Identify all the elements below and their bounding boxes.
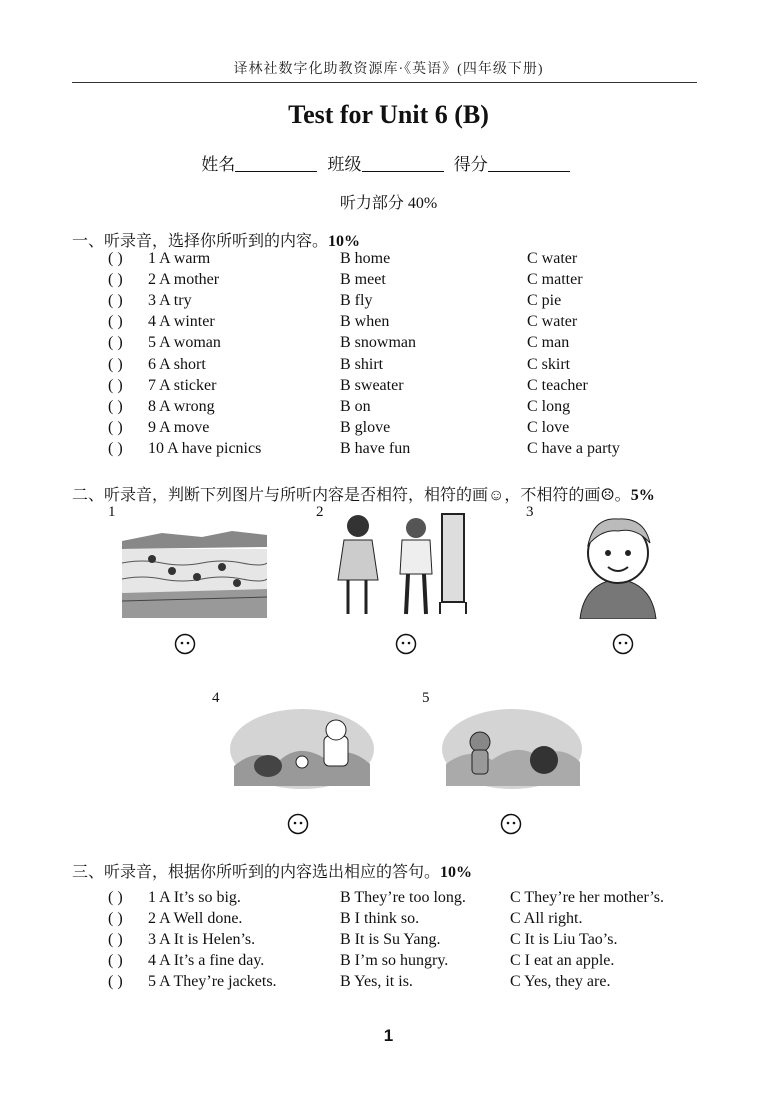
option-b: B I’m so hungry. <box>340 952 449 970</box>
option-c: C love <box>527 418 570 436</box>
option-a: 9 A move <box>148 418 210 436</box>
option-a: 5 A woman <box>148 334 221 352</box>
picture-boy-hoodie <box>574 513 662 619</box>
page-title: Test for Unit 6 (B) <box>288 100 489 129</box>
option-b: B meet <box>340 271 386 289</box>
section1-heading: 一、听录音，选择你所听到的内容。10% <box>72 233 361 250</box>
option-b: B fly <box>340 292 373 310</box>
score-label: 得分 <box>453 155 488 174</box>
name-label: 姓名 <box>201 155 236 174</box>
picture-number-5: 5 <box>422 690 430 706</box>
face-icon-3[interactable] <box>612 633 634 655</box>
picture-clothes-mirror <box>336 510 476 620</box>
option-b: B glove <box>340 418 391 436</box>
answer-paren[interactable]: ( ) <box>108 271 123 289</box>
option-b: B when <box>340 313 390 331</box>
option-b: B snowman <box>340 334 416 352</box>
answer-paren[interactable]: ( ) <box>108 292 123 310</box>
listening-part-label: 听力部分 40% <box>339 195 438 212</box>
section3-score: 10% <box>440 864 473 881</box>
option-c: C They’re her mother’s. <box>510 889 665 906</box>
answer-paren[interactable]: ( ) <box>108 418 123 436</box>
header-rule <box>72 82 697 83</box>
option-a: 7 A sticker <box>148 376 217 394</box>
section2-heading: 二、听录音，判断下列图片与所听内容是否相符，相符的画☺，不相符的画☹。5% <box>72 487 655 504</box>
option-c: C skirt <box>527 355 571 373</box>
option-c: C water <box>527 250 578 267</box>
section1-score: 10% <box>328 233 361 250</box>
answer-paren[interactable]: ( ) <box>108 439 123 457</box>
picture-swimming <box>122 523 267 618</box>
option-c: C teacher <box>527 376 588 394</box>
answer-paren[interactable]: ( ) <box>108 397 123 415</box>
picture-number-2: 2 <box>316 504 324 520</box>
option-c: C have a party <box>527 439 620 457</box>
answer-paren[interactable]: ( ) <box>108 250 123 267</box>
option-c: C long <box>527 397 571 415</box>
answer-paren[interactable]: ( ) <box>108 355 123 373</box>
class-label: 班级 <box>327 155 362 174</box>
face-icon-1[interactable] <box>174 633 196 655</box>
option-a: 4 A It’s a fine day. <box>148 952 265 970</box>
option-a: 1 A It’s so big. <box>148 889 241 906</box>
option-c: C All right. <box>510 910 583 928</box>
option-a: 2 A mother <box>148 271 220 289</box>
answer-paren[interactable]: ( ) <box>108 889 123 906</box>
option-c: C matter <box>527 271 583 289</box>
picture-mouse-hedgehog <box>440 706 585 792</box>
class-blank[interactable] <box>362 155 444 172</box>
answer-paren[interactable]: ( ) <box>108 931 123 949</box>
section2-score: 5% <box>630 487 655 504</box>
answer-paren[interactable]: ( ) <box>108 952 123 970</box>
option-b: B Yes, it is. <box>340 973 413 991</box>
option-c: C water <box>527 313 578 331</box>
picture-number-3: 3 <box>526 504 534 520</box>
option-c: C man <box>527 334 570 352</box>
option-b: B have fun <box>340 439 411 457</box>
option-b: B I think so. <box>340 910 420 928</box>
option-b: B They’re too long. <box>340 889 466 906</box>
section3-heading: 三、听录音，根据你所听到的内容选出相应的答句。10% <box>72 864 473 881</box>
answer-paren[interactable]: ( ) <box>108 973 123 991</box>
picture-number-4: 4 <box>212 690 220 706</box>
page-header: 译林社数字化助教资源库·《英语》(四年级下册) <box>233 62 544 77</box>
option-b: B on <box>340 397 371 415</box>
option-b: B shirt <box>340 355 384 373</box>
student-info <box>0 150 777 175</box>
option-a: 3 A It is Helen’s. <box>148 931 256 949</box>
option-c: C pie <box>527 292 562 310</box>
face-icon-4[interactable] <box>287 813 309 835</box>
name-blank[interactable] <box>235 155 317 172</box>
page-number: 1 <box>383 1026 394 1045</box>
option-a: 8 A wrong <box>148 397 215 415</box>
option-a: 10 A have picnics <box>148 439 262 457</box>
answer-paren[interactable]: ( ) <box>108 910 123 928</box>
picture-number-1: 1 <box>108 504 116 520</box>
option-b: B home <box>340 250 391 267</box>
option-a: 3 A try <box>148 292 192 310</box>
picture-hedgehog-cat <box>228 706 376 792</box>
option-b: B sweater <box>340 376 404 394</box>
option-c: C I eat an apple. <box>510 952 615 970</box>
option-a: 5 A They’re jackets. <box>148 973 277 991</box>
option-b: B It is Su Yang. <box>340 931 441 949</box>
option-a: 6 A short <box>148 355 206 373</box>
answer-paren[interactable]: ( ) <box>108 313 123 331</box>
option-c: C It is Liu Tao’s. <box>510 931 618 949</box>
answer-paren[interactable]: ( ) <box>108 334 123 352</box>
answer-paren[interactable]: ( ) <box>108 376 123 394</box>
option-a: 2 A Well done. <box>148 910 243 928</box>
face-icon-5[interactable] <box>500 813 522 835</box>
option-a: 4 A winter <box>148 313 215 331</box>
option-a: 1 A warm <box>148 250 211 267</box>
score-blank[interactable] <box>488 155 570 172</box>
face-icon-2[interactable] <box>395 633 417 655</box>
option-c: C Yes, they are. <box>510 973 611 991</box>
